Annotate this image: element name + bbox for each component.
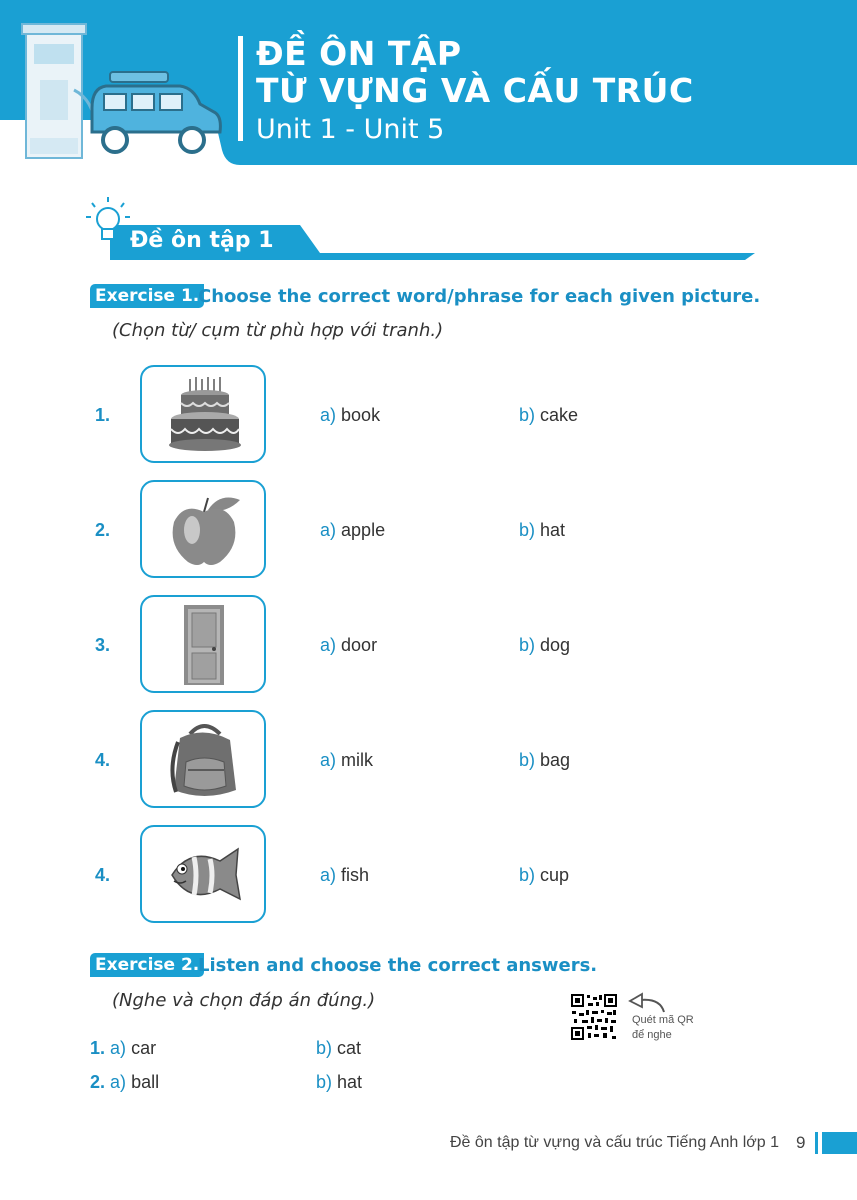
fish-image bbox=[152, 833, 252, 915]
bag-image bbox=[164, 718, 244, 800]
item-number: 2. bbox=[95, 520, 111, 540]
page-title-line1: ĐỀ ÔN TẬP bbox=[256, 34, 462, 73]
option-b[interactable]: b) hat bbox=[519, 520, 566, 540]
door-image bbox=[164, 603, 244, 685]
item-number: 4. bbox=[95, 865, 111, 885]
exercise1-subtitle: (Chọn từ/ cụm từ phù hợp với tranh.) bbox=[112, 320, 444, 341]
exercise1-title: Choose the correct word/phrase for each given picture. bbox=[198, 286, 761, 307]
picture-frame bbox=[140, 365, 266, 463]
option-b[interactable]: b) bag bbox=[519, 750, 571, 770]
picture-frame bbox=[140, 480, 266, 578]
item-number: 1. bbox=[95, 405, 111, 425]
option-a[interactable]: a) fish bbox=[320, 865, 370, 885]
item-number: 3. bbox=[95, 635, 111, 655]
page-header bbox=[0, 0, 857, 165]
footer-book-title: Đề ôn tập từ vựng và cấu trúc Tiếng Anh lớp 1 bbox=[450, 1134, 779, 1151]
picture-frame bbox=[140, 595, 266, 693]
option-a[interactable]: a) apple bbox=[320, 520, 386, 540]
footer-tab bbox=[822, 1132, 857, 1154]
option-a[interactable]: a) milk bbox=[320, 750, 374, 770]
question-2-option-b[interactable]: b) hat bbox=[316, 1072, 363, 1092]
exercise2-badge: Exercise 2. bbox=[90, 953, 204, 977]
exercise2-subtitle: (Nghe và chọn đáp án đúng.) bbox=[112, 990, 376, 1011]
footer-divider bbox=[815, 1132, 818, 1154]
cake-image bbox=[164, 373, 244, 455]
qr-label: Quét mã QR để nghe bbox=[632, 1014, 694, 1041]
page-number: 9 bbox=[796, 1133, 806, 1152]
option-a[interactable]: a) door bbox=[320, 635, 378, 655]
page-title-line2: TỪ VỰNG VÀ CẤU TRÚC bbox=[256, 71, 694, 110]
question-1-option-b[interactable]: b) cat bbox=[316, 1038, 362, 1058]
exercise2-title: Listen and choose the correct answers. bbox=[198, 955, 598, 976]
title-divider bbox=[238, 36, 243, 141]
question-1-option-a[interactable]: 1. a) car bbox=[90, 1038, 157, 1058]
exercise1-badge: Exercise 1. bbox=[90, 284, 204, 308]
option-b[interactable]: b) dog bbox=[519, 635, 571, 655]
item-number: 4. bbox=[95, 750, 111, 770]
picture-frame bbox=[140, 710, 266, 808]
apple-image bbox=[164, 488, 244, 570]
page-subtitle: Unit 1 - Unit 5 bbox=[256, 114, 445, 145]
curved-arrow-icon bbox=[624, 992, 668, 1014]
section-title: Đề ôn tập 1 bbox=[130, 228, 274, 253]
option-b[interactable]: b) cake bbox=[519, 405, 579, 425]
option-a[interactable]: a) book bbox=[320, 405, 381, 425]
picture-frame bbox=[140, 825, 266, 923]
option-b[interactable]: b) cup bbox=[519, 865, 570, 885]
qr-code-icon[interactable] bbox=[570, 993, 618, 1041]
question-2-option-a[interactable]: 2. a) ball bbox=[90, 1072, 160, 1092]
